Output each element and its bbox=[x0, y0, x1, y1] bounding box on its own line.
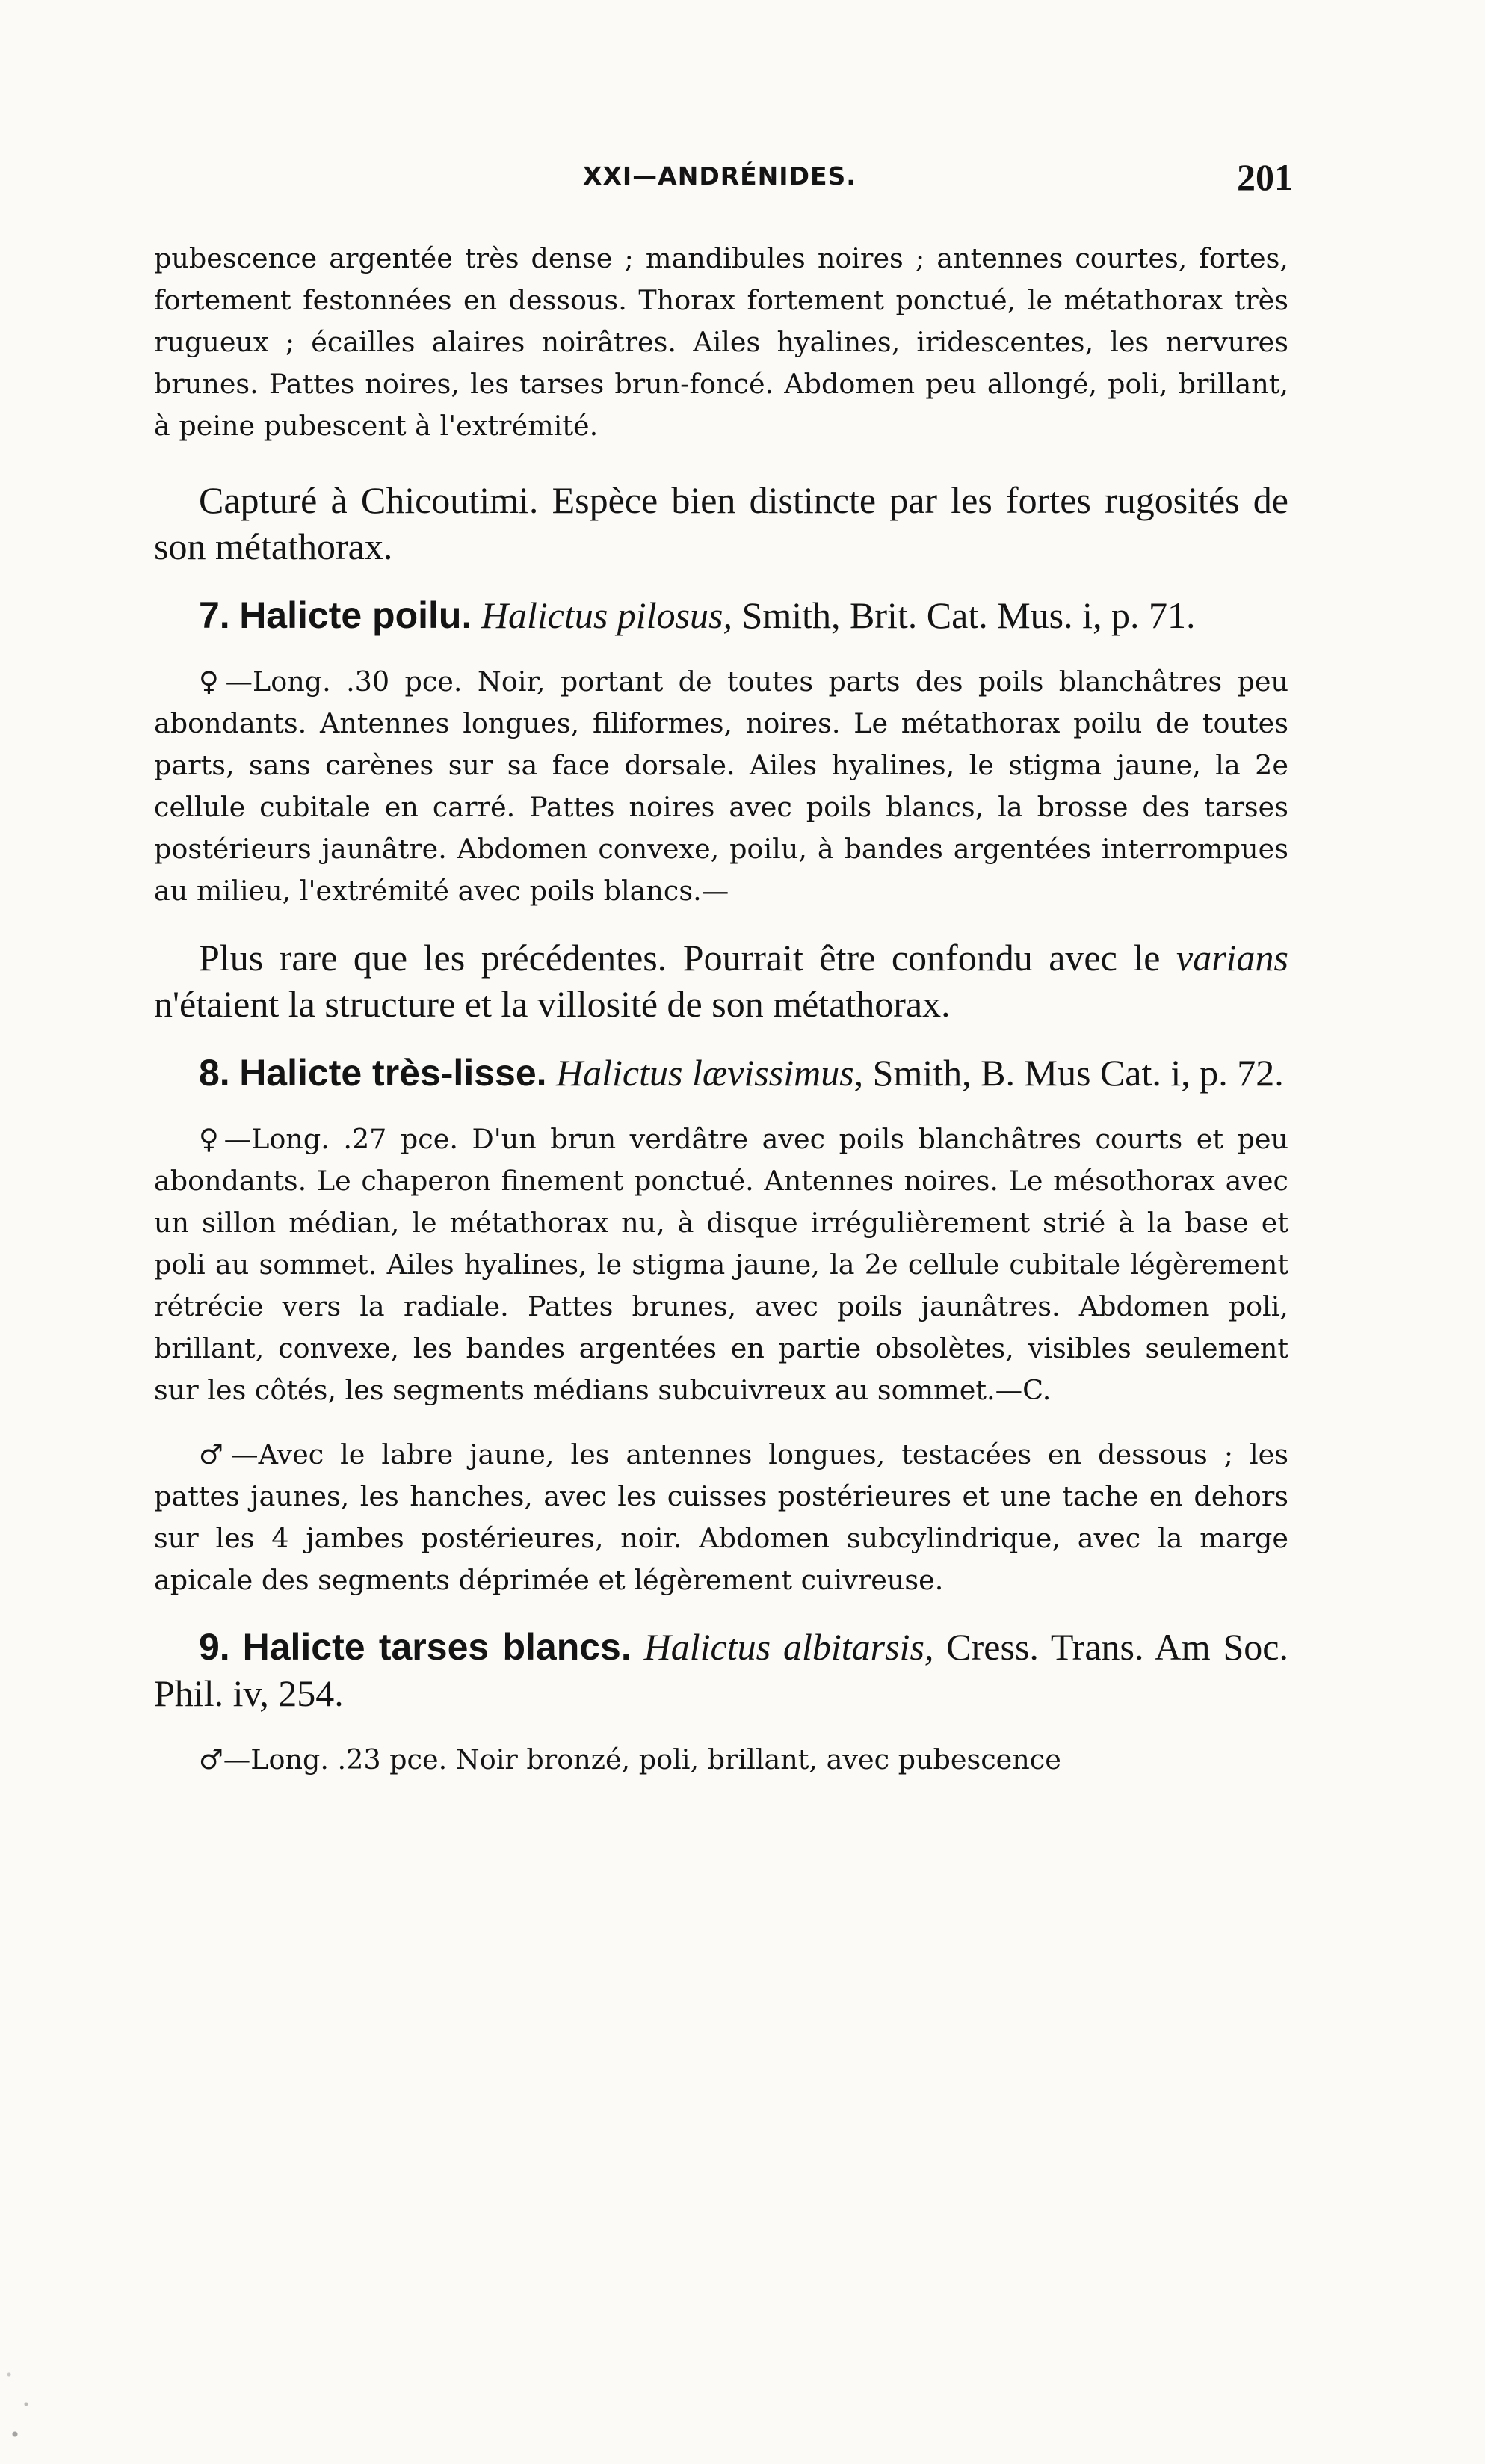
male-description bbox=[154, 1434, 1288, 1601]
female-symbol: ♀ bbox=[199, 665, 226, 697]
description-text: —Avec le labre jaune, les antennes longues, testacées en dessous ; les pattes jaunes, les hanches, avec les cuisses postérieures et une tache en dehors sur les 4 jambes postérieures, noir. Abdomen subcylindrique, avec la marge apicale des segments déprimée et légèrement cuivreuse. bbox=[154, 1438, 1288, 1596]
page-number: 201 bbox=[1237, 156, 1293, 198]
description-text: —Long. .23 pce. Noir bronzé, poli, brillant, avec pubescence bbox=[223, 1743, 1061, 1775]
species-citation: Cress. Trans. Am Soc. Phil. iv, 254. bbox=[154, 1626, 1288, 1714]
description-paragraph: pubescence argentée très dense ; mandibules noires ; antennes courtes, fortes, fortement festonnées en dessous. Thorax fortement ponctué, le métathorax très rugueux ; écailles alaires noirâtres. Ailes hyalines, iridescentes, les nervures brunes. Pattes noires, les tarses brun-foncé. Abdomen peu allongé, poli, brillant, à peine pubescent à l'extrémité. bbox=[154, 242, 1288, 442]
running-title: XXI—ANDRÉNIDES. bbox=[583, 161, 856, 191]
male-description bbox=[154, 1739, 1288, 1781]
species-common-name: Halicte poilu. bbox=[239, 594, 472, 636]
page-edge-specks bbox=[0, 2344, 45, 2464]
page-header bbox=[583, 155, 1293, 208]
species-citation: Smith, B. Mus Cat. i, p. 72. bbox=[872, 1052, 1284, 1094]
female-description bbox=[154, 1118, 1288, 1411]
male-symbol: ♂ bbox=[199, 1438, 232, 1470]
species-common-name: Halicte très-lisse. bbox=[239, 1052, 547, 1094]
female-symbol: ♀ bbox=[199, 1123, 224, 1155]
description-text: —Long. .30 pce. Noir, portant de toutes parts des poils blanchâtres peu abondants. Antennes longues, filiformes, noires. Le métathorax poilu de toutes parts, sans carènes sur sa face dorsale. Ailes hyalines, le stigma jaune, la 2e cellule cubitale en carré. Pattes noires avec poils blancs, la brosse des tarses postérieurs jaunâtre. Abdomen convexe, poilu, à bandes argentées interrompues au milieu, l'extrémité avec poils blancs.— bbox=[154, 665, 1289, 907]
remark-paragraph: Plus rare que les précédentes. Pourrait être confondu avec le varians n'étaient la structure et la villosité de son métathorax. bbox=[154, 937, 1288, 1025]
description-text: —Long. .27 pce. D'un brun verdâtre avec poils blanchâtres courts et peu abondants. Le chaperon finement ponctué. Antennes noires. Le mésothorax avec un sillon médian, le métathorax nu, à disque irrégulièrement strié à la base et poli au sommet. Ailes hyalines, le stigma jaune, la 2e cellule cubitale légèrement rétrécie vers la radiale. Pattes brunes, avec poils jaunâtres. Abdomen poli, brillant, convexe, les bandes argentées en partie obsolètes, visibles seulement sur les côtés, les segments médians subcuivreux au sommet.—C. bbox=[154, 1123, 1289, 1406]
female-description bbox=[154, 661, 1288, 912]
male-symbol: ♂ bbox=[199, 1743, 223, 1775]
species-scientific-name: Halictus pilosus, bbox=[481, 594, 733, 636]
species-number: 7. bbox=[199, 594, 230, 636]
species-number: 8. bbox=[199, 1052, 230, 1094]
species-heading-9 bbox=[154, 1624, 1288, 1716]
species-scientific-name: Halictus albitarsis, bbox=[643, 1626, 934, 1668]
species-number: 9. bbox=[199, 1626, 230, 1668]
species-epithet: varians bbox=[1176, 937, 1288, 979]
species-heading-8 bbox=[154, 1050, 1288, 1096]
species-citation: Smith, Brit. Cat. Mus. i, p. 71. bbox=[741, 594, 1196, 636]
species-common-name: Halicte tarses blancs. bbox=[242, 1626, 632, 1668]
page-content bbox=[154, 238, 1288, 1781]
species-scientific-name: Halictus lævissimus, bbox=[556, 1052, 864, 1094]
remark-paragraph: Capturé à Chicoutimi. Espèce bien distincte par les fortes rugosités de son métathorax. bbox=[154, 479, 1288, 567]
species-heading-7 bbox=[154, 592, 1288, 638]
